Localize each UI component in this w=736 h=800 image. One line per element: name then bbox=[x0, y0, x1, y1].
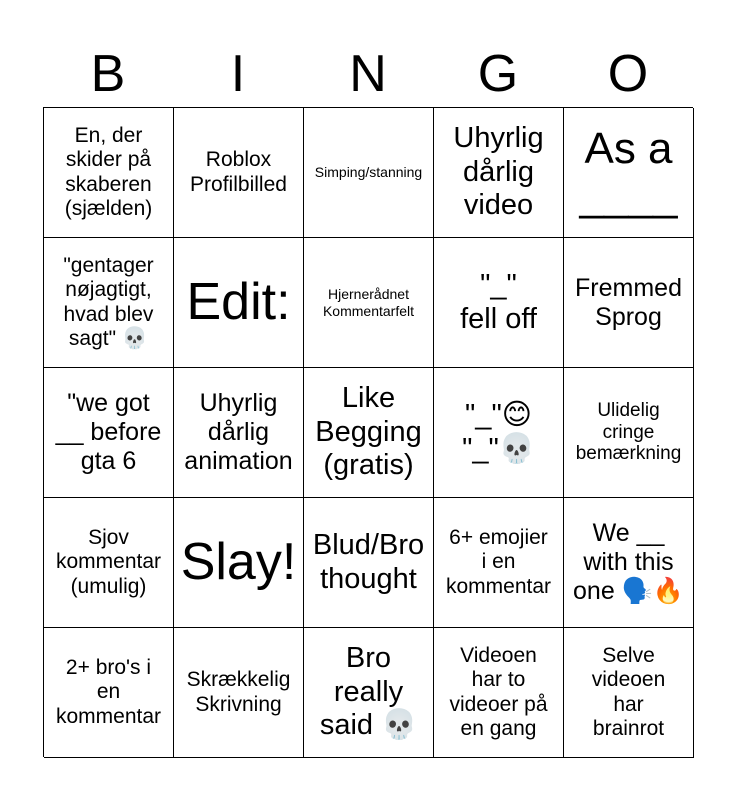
cell-text: As a ____ bbox=[579, 124, 678, 220]
header-letter-i: I bbox=[230, 45, 246, 103]
bingo-cell[interactable] bbox=[564, 498, 694, 628]
header-letter-o: O bbox=[607, 45, 649, 103]
bingo-cell[interactable] bbox=[564, 628, 694, 758]
cell-text: Selve videoen har brainrot bbox=[591, 644, 666, 740]
bingo-cell[interactable] bbox=[564, 368, 694, 498]
cell-text: "_"😊 "_"💀 bbox=[462, 399, 535, 465]
bingo-cell[interactable] bbox=[44, 238, 174, 368]
cell-text: "_" fell off bbox=[460, 269, 537, 335]
bingo-cell[interactable] bbox=[304, 108, 434, 238]
cell-text: Videoen har to videoer på en gang bbox=[449, 644, 548, 740]
cell-text: Blud/Bro thought bbox=[312, 529, 425, 595]
bingo-cell[interactable] bbox=[434, 628, 564, 758]
bingo-cell[interactable] bbox=[434, 368, 564, 498]
bingo-cell[interactable] bbox=[44, 368, 174, 498]
cell-text: Sjov kommentar (umulig) bbox=[55, 526, 162, 598]
cell-text: Ulidelig cringe bemærkning bbox=[575, 399, 682, 465]
bingo-cell[interactable] bbox=[564, 108, 694, 238]
cell-text: Hjernerådnet Kommentarfelt bbox=[322, 286, 415, 319]
bingo-header bbox=[43, 40, 693, 108]
bingo-cell[interactable] bbox=[434, 238, 564, 368]
bingo-cell[interactable] bbox=[304, 628, 434, 758]
bingo-cell[interactable] bbox=[304, 368, 434, 498]
bingo-cell[interactable] bbox=[174, 628, 304, 758]
cell-text: 6+ emojier i en kommentar bbox=[445, 526, 552, 598]
bingo-cell[interactable] bbox=[44, 108, 174, 238]
bingo-cell[interactable] bbox=[174, 108, 304, 238]
cell-text: Slay! bbox=[180, 532, 297, 591]
cell-text: Skrækkelig Skrivning bbox=[186, 668, 291, 716]
cell-text: Uhyrlig dårlig video bbox=[453, 122, 544, 222]
bingo-cell[interactable] bbox=[434, 498, 564, 628]
header-letter-n: N bbox=[349, 45, 387, 103]
cell-text: 2+ bro's i en kommentar bbox=[55, 656, 162, 728]
cell-text: Fremmed Sprog bbox=[575, 273, 682, 331]
bingo-cell[interactable] bbox=[304, 238, 434, 368]
cell-text: Bro really said 💀 bbox=[319, 642, 418, 742]
bingo-cell[interactable] bbox=[564, 238, 694, 368]
bingo-cell[interactable] bbox=[44, 628, 174, 758]
cell-text: Simping/stanning bbox=[314, 164, 423, 181]
bingo-cell[interactable] bbox=[304, 498, 434, 628]
header-letter-g: G bbox=[477, 45, 519, 103]
bingo-board bbox=[43, 107, 693, 757]
bingo-cell[interactable] bbox=[174, 498, 304, 628]
cell-text: "gentager nøjagtigt, hvad blev sagt" 💀 bbox=[63, 254, 154, 350]
bingo-cell[interactable] bbox=[174, 368, 304, 498]
cell-text: "we got __ before gta 6 bbox=[55, 389, 162, 475]
cell-text: We __ with this one 🗣️🔥 bbox=[573, 519, 684, 605]
header-letter-b: B bbox=[90, 45, 126, 103]
bingo-cell[interactable] bbox=[44, 498, 174, 628]
bingo-cell[interactable] bbox=[174, 238, 304, 368]
cell-text: Edit: bbox=[186, 272, 291, 331]
cell-text: Roblox Profilbilled bbox=[190, 148, 287, 196]
bingo-cell[interactable] bbox=[434, 108, 564, 238]
cell-text: Uhyrlig dårlig animation bbox=[184, 389, 293, 475]
cell-text: Like Begging (gratis) bbox=[315, 382, 422, 482]
cell-text: En, der skider på skaberen (sjælden) bbox=[64, 124, 153, 220]
